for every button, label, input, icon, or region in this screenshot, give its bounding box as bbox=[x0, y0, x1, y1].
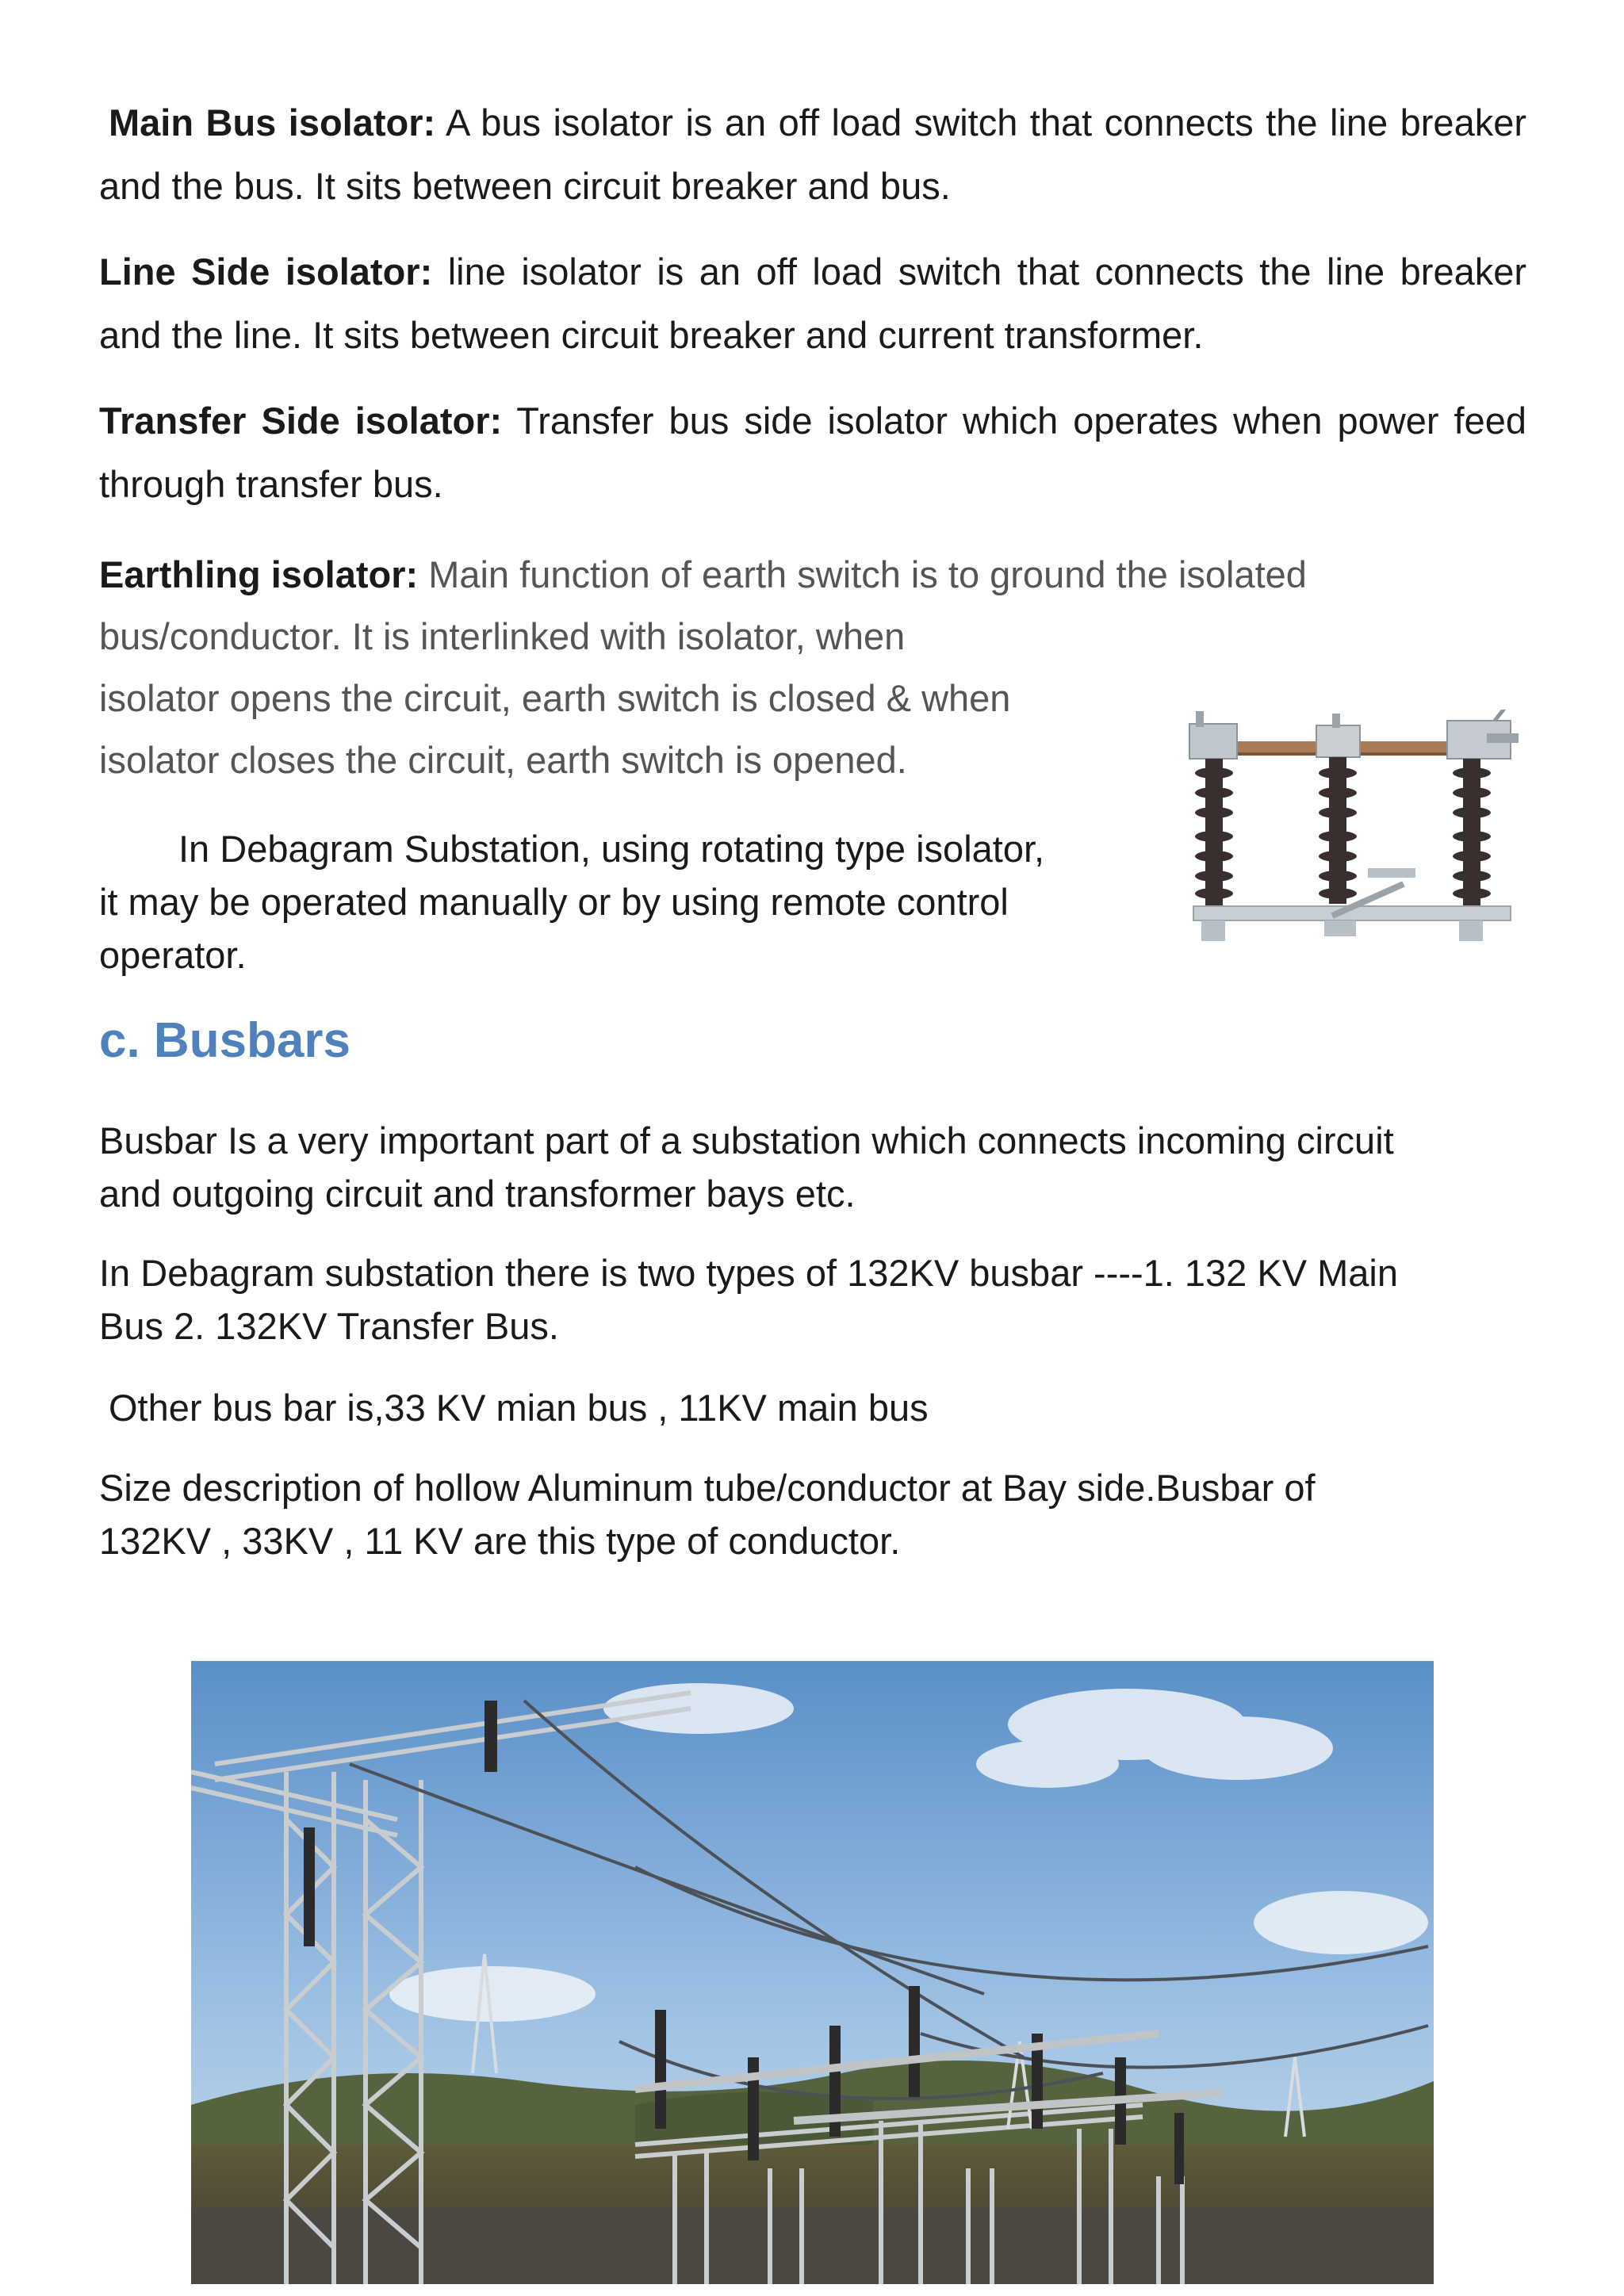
debagram-line-3: operator. bbox=[99, 934, 247, 976]
busbar-types-paragraph bbox=[99, 1246, 1526, 1353]
transfer-side-isolator-text: Transfer bus side isolator which operates when power feed through transfer bus. bbox=[99, 400, 1526, 505]
transfer-side-isolator-label: Transfer Side isolator: bbox=[99, 400, 503, 442]
earthling-isolator-label: Earthling isolator: bbox=[99, 553, 419, 595]
earthling-line-2: bus/conductor. It is interlinked with isolator, when bbox=[99, 615, 906, 657]
busbar-types-line-1: In Debagram substation there is two types of 132KV busbar ----1. 132 KV Main bbox=[99, 1252, 1399, 1294]
busbar-intro-line-2: and outgoing circuit and transformer bays etc. bbox=[99, 1173, 856, 1215]
busbar-intro-line-1: Busbar Is a very important part of a substation which connects incoming circuit bbox=[99, 1119, 1394, 1161]
main-bus-isolator-paragraph bbox=[99, 91, 1526, 218]
busbar-size-paragraph bbox=[99, 1461, 1526, 1567]
other-busbar-paragraph: Other bus bar is,33 KV mian bus , 11KV main bus bbox=[109, 1387, 929, 1429]
earthling-line-3: isolator opens the circuit, earth switch is closed & when bbox=[99, 677, 1011, 719]
busbar-types-line-2: Bus 2. 132KV Transfer Bus. bbox=[99, 1305, 559, 1347]
earthling-line-4: isolator closes the circuit, earth switch is opened. bbox=[99, 739, 907, 781]
isolator-image bbox=[1174, 710, 1522, 959]
line-side-isolator-label: Line Side isolator: bbox=[99, 251, 433, 293]
line-side-isolator-paragraph bbox=[99, 240, 1526, 367]
busbar-intro-paragraph bbox=[99, 1114, 1526, 1220]
earthling-text-1: Main function of earth switch is to ground the isolated bbox=[428, 553, 1307, 595]
debagram-line-1: In Debagram Substation, using rotating type isolator, bbox=[178, 828, 1045, 870]
busbars-heading: c. Busbars bbox=[99, 1013, 351, 1068]
main-bus-isolator-label: Main Bus isolator: bbox=[109, 101, 436, 144]
busbar-size-line-1: Size description of hollow Aluminum tube/conductor at Bay side.Busbar of bbox=[99, 1467, 1316, 1509]
debagram-isolator-paragraph bbox=[99, 822, 1209, 982]
substation-busbar-photo bbox=[191, 1661, 1434, 2284]
main-bus-isolator-text: A bus isolator is an off load switch that connects the line breaker and the bus. It sits between circuit breaker and bus. bbox=[99, 101, 1526, 207]
transfer-side-isolator-paragraph bbox=[99, 389, 1526, 516]
line-side-isolator-text: line isolator is an off load switch that connects the line breaker and the line. It sits between circuit breaker and current transformer. bbox=[99, 251, 1527, 356]
busbar-size-line-2: 132KV , 33KV , 11 KV are this type of conductor. bbox=[99, 1520, 901, 1562]
debagram-line-2: it may be operated manually or by using remote control bbox=[99, 881, 1009, 923]
earthling-line-1 bbox=[99, 544, 1447, 606]
